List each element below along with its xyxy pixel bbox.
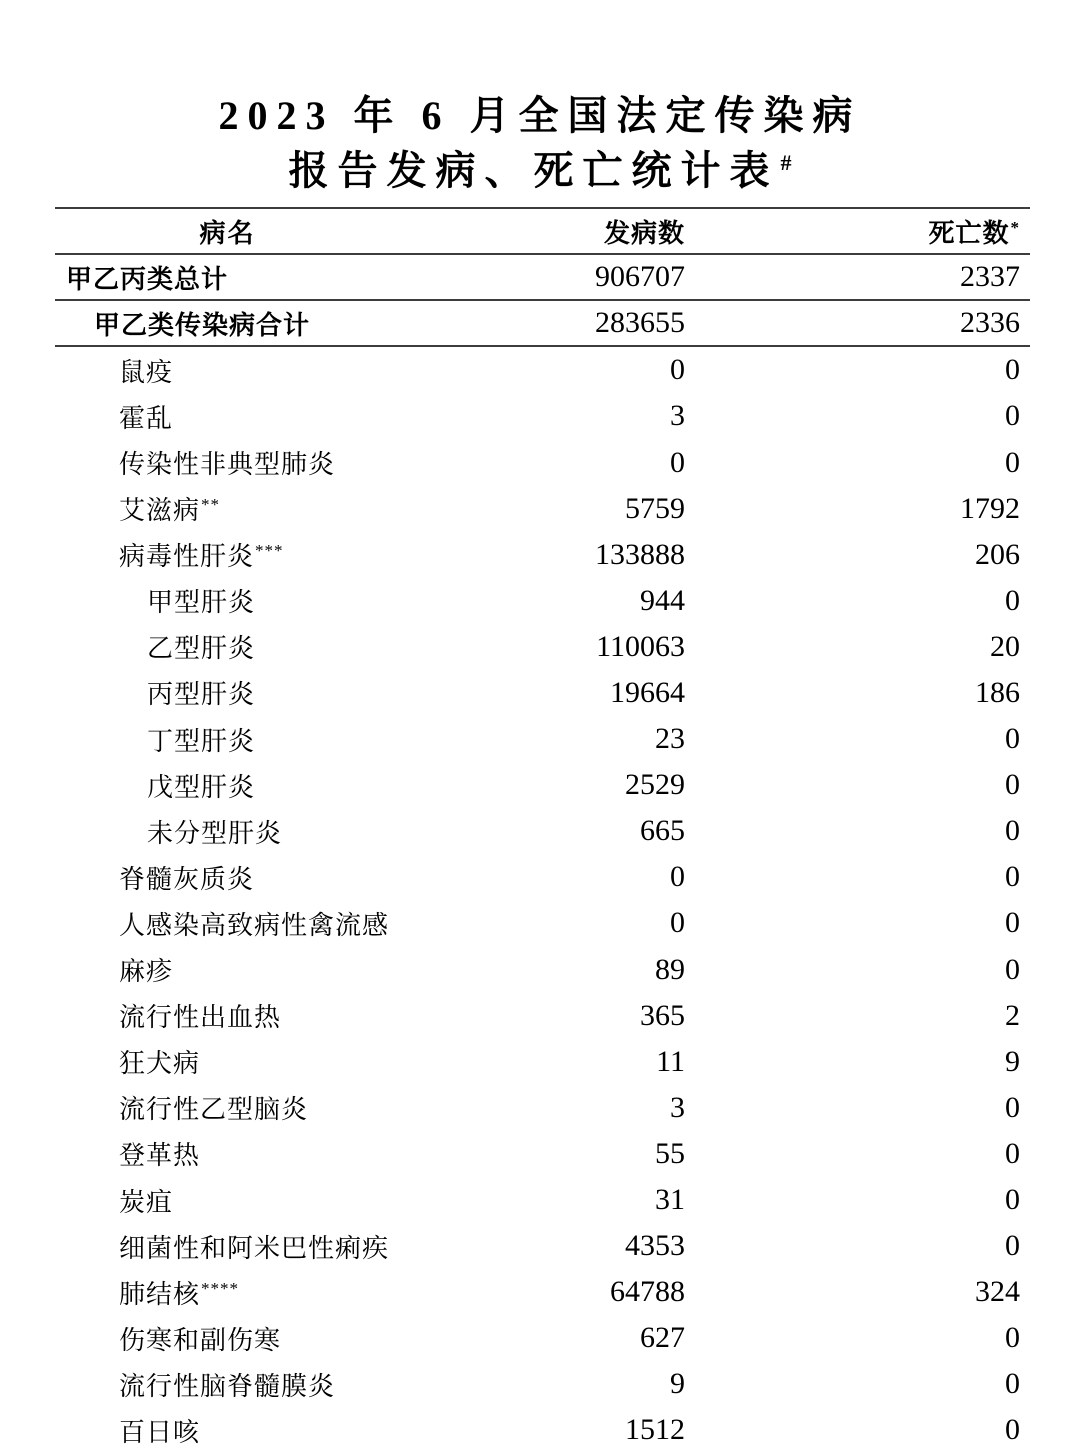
title-superscript: # [780,150,792,175]
deaths-value: 1792 [960,491,1020,525]
cases-value: 0 [670,860,685,894]
deaths-value: 0 [1005,1321,1020,1355]
disease-name: 甲乙类传染病合计 [94,310,311,340]
table-row [55,808,1030,854]
table-row [55,393,1030,439]
disease-name-cell [55,490,475,527]
column-header-disease: 病名 [199,218,256,248]
disease-name-cell [55,1228,475,1265]
deaths-value: 186 [975,675,1020,709]
table-row [55,532,1030,578]
deaths-value: 324 [975,1275,1020,1309]
deaths-value: 0 [1005,1367,1020,1401]
disease-name-cell [55,1274,475,1311]
disease-name: 狂犬病 [119,1049,201,1079]
title-line-2 [0,143,1080,204]
table-row [55,578,1030,624]
cases-value: 665 [640,814,685,848]
disease-name-cell [55,398,475,435]
deaths-value: 0 [1005,768,1020,802]
deaths-value: 0 [1005,583,1020,617]
deaths-value: 0 [1005,1090,1020,1124]
cases-value: 3 [670,1090,685,1124]
disease-name: 人感染高致病性禽流感 [119,910,390,940]
cases-value: 2529 [625,768,685,802]
disease-name-cell [55,352,475,389]
disease-name-cell [55,582,475,619]
cases-value: 11 [656,1044,685,1078]
disease-name-cell [55,1320,475,1357]
disease-name-cell [55,1135,475,1172]
table-row [55,716,1030,762]
title-line-1: 2023 年 6 月全国法定传染病 [218,93,862,138]
disease-name: 艾滋病 [119,496,201,526]
disease-name: 百日咳 [119,1417,201,1447]
disease-name-cell [55,628,475,665]
table-row [55,1407,1030,1453]
disease-name: 丁型肝炎 [147,726,256,756]
disease-name-cell [55,1412,475,1449]
title-line-2-text: 报告发病、死亡统计表 [288,148,779,193]
cases-value: 906707 [595,260,685,294]
cases-value: 19664 [610,675,685,709]
disease-name: 流行性出血热 [119,1003,282,1033]
disease-name-cell [55,444,475,481]
deaths-value: 206 [975,537,1020,571]
disease-name: 病毒性肝炎 [119,542,255,572]
document-title [0,88,1080,204]
disease-superscript: *** [255,541,284,561]
deaths-value: 0 [1005,1229,1020,1263]
disease-name-cell [55,305,475,342]
cases-value: 4353 [625,1229,685,1263]
cases-value: 283655 [595,306,685,340]
deaths-value: 0 [1005,1183,1020,1217]
disease-name: 甲乙丙类总计 [66,264,229,294]
cases-value: 23 [655,722,685,756]
deaths-value: 2 [1005,998,1020,1032]
disease-name: 霍乱 [119,403,174,433]
disease-name-cell [55,1182,475,1219]
disease-name: 流行性脑脊髓膜炎 [119,1371,336,1401]
cases-value: 3 [670,399,685,433]
deaths-value: 0 [1005,860,1020,894]
cases-value: 0 [670,353,685,387]
disease-name-cell [55,721,475,758]
deaths-value: 9 [1005,1044,1020,1078]
table-row [55,1223,1030,1269]
disease-name-cell [55,859,475,896]
table-header-row [55,209,1030,255]
disease-name: 鼠疫 [119,357,174,387]
table-row [55,900,1030,946]
disease-name: 甲型肝炎 [147,588,256,618]
disease-superscript: ** [201,495,221,515]
table-row [55,1039,1030,1085]
table-row [55,993,1030,1039]
disease-name: 流行性乙型脑炎 [119,1095,309,1125]
disease-name-cell [55,905,475,942]
column-header-cases: 发病数 [603,218,685,248]
disease-name: 脊髓灰质炎 [119,864,255,894]
disease-name: 肺结核 [119,1279,201,1309]
disease-name: 登革热 [119,1141,201,1171]
disease-name: 未分型肝炎 [147,818,283,848]
cases-value: 365 [640,998,685,1032]
cases-value: 0 [670,445,685,479]
disease-name: 麻疹 [119,957,174,987]
deaths-value: 0 [1005,445,1020,479]
cases-value: 5759 [625,491,685,525]
table-row [55,301,1030,347]
deaths-value: 0 [1005,1136,1020,1170]
disease-name-cell [55,951,475,988]
deaths-value: 0 [1005,952,1020,986]
disease-name-cell [55,259,475,296]
table-row [55,1269,1030,1315]
disease-name: 伤寒和副伤寒 [119,1325,282,1355]
table-row [55,1131,1030,1177]
cases-value: 89 [655,952,685,986]
cases-value: 110063 [596,629,685,663]
deaths-value: 0 [1005,399,1020,433]
table-row [55,1361,1030,1407]
cases-value: 31 [655,1183,685,1217]
table-row [55,255,1030,301]
table-row [55,486,1030,532]
table-row [55,854,1030,900]
table-row [55,1085,1030,1131]
cases-value: 627 [640,1321,685,1355]
deaths-value: 0 [1005,906,1020,940]
deaths-value: 0 [1005,722,1020,756]
cases-value: 133888 [595,537,685,571]
disease-name: 戊型肝炎 [147,772,256,802]
table-row [55,1177,1030,1223]
statistics-table [55,207,1030,1453]
disease-name: 丙型肝炎 [147,680,256,710]
disease-name: 乙型肝炎 [147,634,256,664]
column-header-deaths-text: 死亡数 [928,218,1010,248]
table-row [55,439,1030,485]
disease-name-cell [55,1089,475,1126]
disease-name: 细菌性和阿米巴性痢疾 [119,1233,390,1263]
deaths-value: 0 [1005,1413,1020,1447]
deaths-value: 2337 [960,260,1020,294]
disease-name-cell [55,674,475,711]
cases-value: 9 [670,1367,685,1401]
disease-name: 传染性非典型肺炎 [119,450,336,480]
disease-name: 炭疽 [119,1187,174,1217]
table-row [55,1315,1030,1361]
table-row [55,762,1030,808]
table-row [55,947,1030,993]
deaths-header-superscript: * [1010,217,1020,237]
table-body [55,255,1030,1453]
disease-name-cell [55,1366,475,1403]
disease-name-cell [55,767,475,804]
table-row [55,670,1030,716]
cases-value: 64788 [610,1275,685,1309]
deaths-value: 0 [1005,353,1020,387]
deaths-value: 2336 [960,306,1020,340]
deaths-value: 20 [990,629,1020,663]
cases-value: 55 [655,1136,685,1170]
cases-value: 0 [670,906,685,940]
cases-value: 1512 [625,1413,685,1447]
disease-name-cell [55,813,475,850]
deaths-value: 0 [1005,814,1020,848]
table-row [55,624,1030,670]
cases-value: 944 [640,583,685,617]
disease-name-cell [55,997,475,1034]
table-row [55,347,1030,393]
column-header-deaths [685,213,1020,250]
disease-superscript: **** [201,1278,240,1298]
disease-name-cell [55,536,475,573]
disease-name-cell [55,1043,475,1080]
